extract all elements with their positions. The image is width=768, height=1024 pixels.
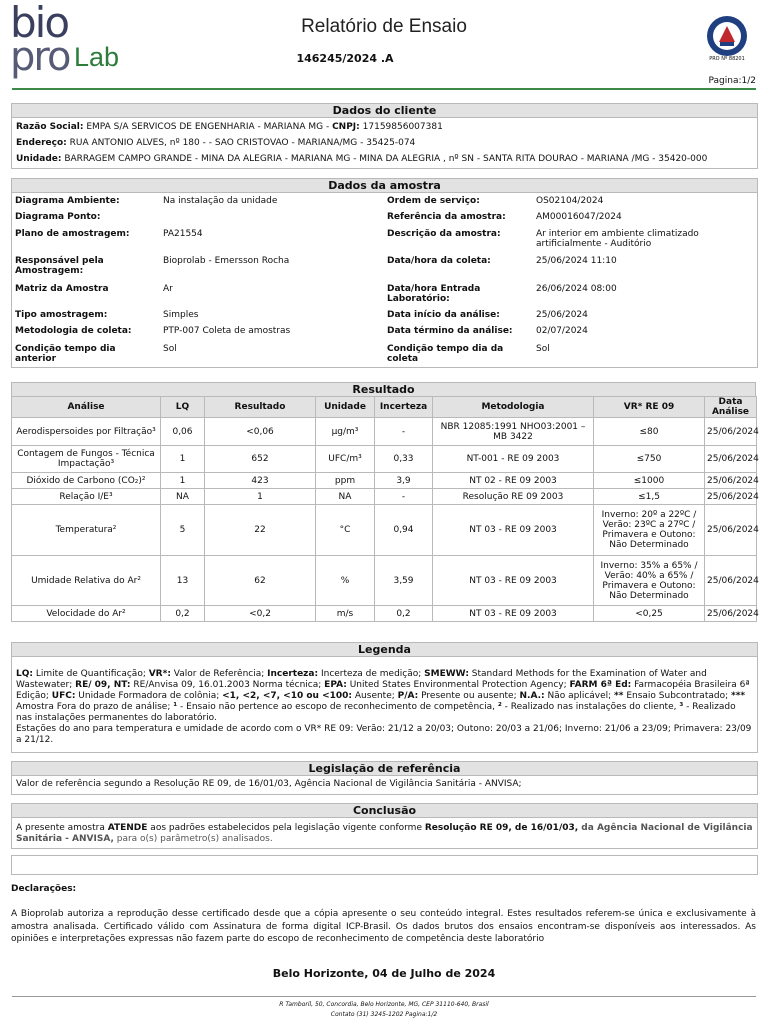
sample-section-title: Dados da amostra — [12, 179, 757, 193]
result-cell-lq: 0,2 — [161, 606, 205, 622]
footer-divider — [12, 996, 756, 997]
result-column-header: Unidade — [316, 397, 375, 418]
conclusion-section-title: Conclusão — [12, 804, 757, 818]
logo-pro-text: pro — [10, 34, 70, 80]
result-cell-incerteza: 0,33 — [375, 446, 433, 473]
legend-seasons: Estações do ano para temperatura e umidade de acordo com o VR* RE 09: Verão: 21/12 a 20/03; Outono: 20/03 a 21/06; Inverno: 21/06 a 23/09; Primavera: 23/09 a 21/12. — [16, 724, 752, 745]
result-cell-lq: 1 — [161, 473, 205, 489]
legislation-text: Valor de referência segundo a Resolução RE 09, de 16/01/03, Agência Nacional de Vigilância Sanitária - ANVISA; — [16, 779, 522, 789]
result-row — [12, 473, 757, 489]
legislation-section — [11, 761, 758, 795]
sample-value: Na instalação da unidade — [163, 196, 278, 206]
endereco-value: RUA ANTONIO ALVES, nº 180 - - SAO CRISTOVAO - MARIANA/MG - 35425-074 — [69, 138, 416, 148]
sample-label: Data início da análise: — [387, 310, 500, 320]
result-cell-vr: ≤1,5 — [594, 489, 705, 505]
result-cell-resultado: 62 — [205, 556, 316, 606]
result-cell-data: 25/06/2024 — [705, 446, 757, 473]
sample-label: Diagrama Ambiente: — [15, 196, 120, 206]
result-cell-incerteza: 3,9 — [375, 473, 433, 489]
result-cell-incerteza: 3,59 — [375, 556, 433, 606]
sample-label: Condição tempo dia anterior — [15, 344, 116, 364]
result-cell-incerteza: 0,94 — [375, 505, 433, 556]
conclusion-section — [11, 803, 758, 849]
logo-lab-text: Lab — [74, 42, 120, 72]
sample-label: Condição tempo dia da coleta — [387, 344, 504, 364]
result-cell-vr: ≤750 — [594, 446, 705, 473]
result-cell-data: 25/06/2024 — [705, 473, 757, 489]
sample-value: AM00016047/2024 — [536, 212, 622, 222]
result-cell-unidade: °C — [316, 505, 375, 556]
result-row — [12, 418, 757, 446]
city-date: Belo Horizonte, 04 de Julho de 2024 — [272, 967, 496, 980]
result-cell-unidade: NA — [316, 489, 375, 505]
seal-label: PRO Nº 88201 — [709, 56, 745, 62]
result-cell-unidade: ppm — [316, 473, 375, 489]
result-cell-data: 25/06/2024 — [705, 489, 757, 505]
endereco-line — [16, 138, 415, 148]
razao-social-line — [16, 122, 443, 132]
result-row — [12, 556, 757, 606]
report-number: 146245/2024 .A — [296, 52, 394, 65]
result-cell-metodologia: Resolução RE 09 2003 — [433, 489, 594, 505]
result-cell-analise: Velocidade do Ar² — [12, 606, 161, 622]
sample-label: Plano de amostragem: — [15, 229, 130, 239]
result-header-row — [12, 397, 757, 418]
result-section-title: Resultado — [11, 382, 756, 396]
result-column-header: VR* RE 09 — [594, 397, 705, 418]
unidade-value: BARRAGEM CAMPO GRANDE - MINA DA ALEGRIA - MARIANA MG - MINA DA ALEGRIA , nº SN - SANTA RITA DOURAO - MARIANA /MG - 35420-000 — [64, 154, 708, 164]
declarations-title: Declarações: — [11, 884, 77, 894]
legend-text: LQ: Limite de Quantificação; VR*: Valor de Referência; Incerteza: Incerteza de medição; SMEWW: Standard Methods for the Examination of Water and Wastewater; RE/ 09, NT: RE/Anvisa 09, 16.01.2003 Norma técnica; EPA: United States Environmental Protection Agency; FARM 6ª Ed: Farmacopéia Brasileira 6ª Edição; UFC: Unidade Formadora de colônia; <1, <2, <7, <10 ou <100: Ausente; P/A: Presente ou ausente; N.A.: Não aplicável; ** Ensaio Subcontratado; *** Amostra Fora do prazo de análise; ¹ - Ensaio não pertence ao escopo de reconhecimento de competência, ² - Realizado nas instalações do cliente, ³ - Realizado nas instalações permanentes do laboratório. Estações do ano para temperatura e umidade de acordo com o VR* RE 09: Verão: 21/12 a 20/03; Outono: 20/03 a 21/06; Inverno: 21/06 a 23/09; Primavera: 23/09 a 21/12. — [16, 669, 752, 745]
result-cell-metodologia: NBR 12085:1991 NHO03:2001 – MB 3422 — [433, 418, 594, 446]
cnpj-label: CNPJ: — [332, 122, 360, 132]
result-row — [12, 489, 757, 505]
cnpj-value: 17159856007381 — [362, 122, 443, 132]
result-cell-data: 25/06/2024 — [705, 556, 757, 606]
result-cell-metodologia: NT 03 - RE 09 2003 — [433, 505, 594, 556]
legend-section-title: Legenda — [12, 643, 757, 657]
sample-value: Bioprolab - Emersson Rocha — [163, 256, 290, 266]
sample-value: PA21554 — [163, 229, 203, 239]
result-cell-unidade: % — [316, 556, 375, 606]
sample-label: Responsável pela Amostragem: — [15, 256, 104, 276]
result-cell-analise: Relação I/E³ — [12, 489, 161, 505]
result-cell-lq: NA — [161, 489, 205, 505]
result-cell-incerteza: 0,2 — [375, 606, 433, 622]
result-row — [12, 505, 757, 556]
result-cell-data: 25/06/2024 — [705, 505, 757, 556]
result-cell-analise: Dióxido de Carbono (CO₂)² — [12, 473, 161, 489]
result-cell-data: 25/06/2024 — [705, 418, 757, 446]
result-column-header: Resultado — [205, 397, 316, 418]
sample-value: Sol — [536, 344, 550, 354]
page-indicator: Pagina:1/2 — [708, 76, 756, 86]
result-cell-vr: ≤1000 — [594, 473, 705, 489]
sample-value: 26/06/2024 08:00 — [536, 284, 617, 294]
result-cell-data: 25/06/2024 — [705, 606, 757, 622]
sample-value: OS02104/2024 — [536, 196, 604, 206]
sample-label: Matriz da Amostra — [15, 284, 109, 294]
result-cell-metodologia: NT 02 - RE 09 2003 — [433, 473, 594, 489]
sample-value: 02/07/2024 — [536, 326, 588, 336]
sample-section — [11, 178, 758, 368]
sample-label: Diagrama Ponto: — [15, 212, 101, 222]
result-column-header: Metodologia — [433, 397, 594, 418]
result-cell-incerteza: - — [375, 418, 433, 446]
result-cell-lq: 1 — [161, 446, 205, 473]
result-cell-resultado: 22 — [205, 505, 316, 556]
footer-address: R Tamboril, 50, Concordia, Belo Horizonte, MG, CEP 31110-640, Brasil — [279, 1001, 489, 1008]
sample-value: Simples — [163, 310, 199, 320]
unidade-label: Unidade: — [16, 154, 62, 164]
result-cell-resultado: 423 — [205, 473, 316, 489]
result-section — [11, 382, 759, 622]
sample-value: 25/06/2024 — [536, 310, 588, 320]
result-cell-resultado: <0,2 — [205, 606, 316, 622]
declarations-text: A Bioprolab autoriza a reprodução desse certificado desde que a cópia apresente o seu conteúdo integral. Estes resultados referem-se única e exclusivamente à amostra analisada. Certificado válido com Assinatura de forma digital ICP-Brasil. Os dados brutos dos ensaios encontram-se disponíveis aos interessados. As opiniões e interpretações expressas não fazem parte do escopo de reconhecimento de competência deste laboratório — [11, 909, 756, 944]
result-column-header: Incerteza — [375, 397, 433, 418]
result-cell-unidade: µg/m³ — [316, 418, 375, 446]
client-section — [11, 103, 758, 169]
endereco-label: Endereço: — [16, 138, 67, 148]
razao-label: Razão Social: — [16, 122, 84, 132]
result-cell-analise: Contagem de Fungos - Técnica Impactação³ — [12, 446, 161, 473]
sample-value: PTP-007 Coleta de amostras — [163, 326, 291, 336]
result-cell-unidade: UFC/m³ — [316, 446, 375, 473]
sample-label: Tipo amostragem: — [15, 310, 108, 320]
client-section-title: Dados do cliente — [12, 104, 757, 118]
sample-value: Ar interior em ambiente climatizado artificialmente - Auditório — [536, 229, 699, 249]
footer-contact: Contato (31) 3245-1202 Pagina:1/2 — [330, 1011, 438, 1018]
result-column-header: Análise — [12, 397, 161, 418]
result-cell-metodologia: NT-001 - RE 09 2003 — [433, 446, 594, 473]
result-cell-vr: ≤80 — [594, 418, 705, 446]
legend-section — [11, 642, 758, 753]
logo-bio-text: bio — [10, 0, 69, 47]
sample-value: 25/06/2024 11:10 — [536, 256, 617, 266]
result-cell-lq: 13 — [161, 556, 205, 606]
bioprolab-logo — [10, 0, 140, 80]
result-row — [12, 446, 757, 473]
sample-value: Sol — [163, 344, 177, 354]
result-column-header: Data Análise — [705, 397, 757, 418]
sample-label: Data/hora da coleta: — [387, 256, 491, 266]
result-cell-resultado: 652 — [205, 446, 316, 473]
razao-value: EMPA S/A SERVICOS DE ENGENHARIA - MARIANA MG - — [86, 122, 330, 132]
result-cell-resultado: 1 — [205, 489, 316, 505]
sample-label: Data/hora Entrada Laboratório: — [387, 284, 481, 304]
result-cell-vr: <0,25 — [594, 606, 705, 622]
sample-label: Data término da análise: — [387, 326, 513, 336]
result-table — [11, 396, 757, 622]
sample-value: Ar — [163, 284, 173, 294]
result-cell-unidade: m/s — [316, 606, 375, 622]
result-cell-analise: Umidade Relativa do Ar² — [12, 556, 161, 606]
header-divider — [12, 88, 756, 90]
legislation-section-title: Legislação de referência — [12, 762, 757, 776]
result-cell-analise: Temperatura² — [12, 505, 161, 556]
sample-label: Referência da amostra: — [387, 212, 506, 222]
result-column-header: LQ — [161, 397, 205, 418]
result-cell-incerteza: - — [375, 489, 433, 505]
sample-label: Ordem de serviço: — [387, 196, 480, 206]
report-title: Relatório de Ensaio — [301, 16, 467, 37]
sample-label: Metodologia de coleta: — [15, 326, 132, 336]
result-cell-vr: Inverno: 20º a 22ºC / Verão: 23ºC a 27ºC / Primavera e Outono: Não Determinado — [594, 505, 705, 556]
result-cell-metodologia: NT 03 - RE 09 2003 — [433, 606, 594, 622]
result-cell-analise: Aerodispersoides por Filtração³ — [12, 418, 161, 446]
sample-label: Descrição da amostra: — [387, 229, 501, 239]
result-row — [12, 606, 757, 622]
result-cell-lq: 0,06 — [161, 418, 205, 446]
result-cell-lq: 5 — [161, 505, 205, 556]
result-cell-metodologia: NT 03 - RE 09 2003 — [433, 556, 594, 606]
unidade-line — [16, 154, 707, 164]
empty-box — [11, 855, 758, 875]
result-cell-resultado: <0,06 — [205, 418, 316, 446]
result-cell-vr: Inverno: 35% a 65% / Verão: 40% a 65% / Primavera e Outono: Não Determinado — [594, 556, 705, 606]
conclusion-text: A presente amostra ATENDE aos padrões estabelecidos pela legislação vigente conforme Resolução RE 09, de 16/01/03, da Agência Nacional de Vigilância Sanitária - ANVISA, para o(s) parâmetro(s) analisados. — [16, 823, 753, 844]
